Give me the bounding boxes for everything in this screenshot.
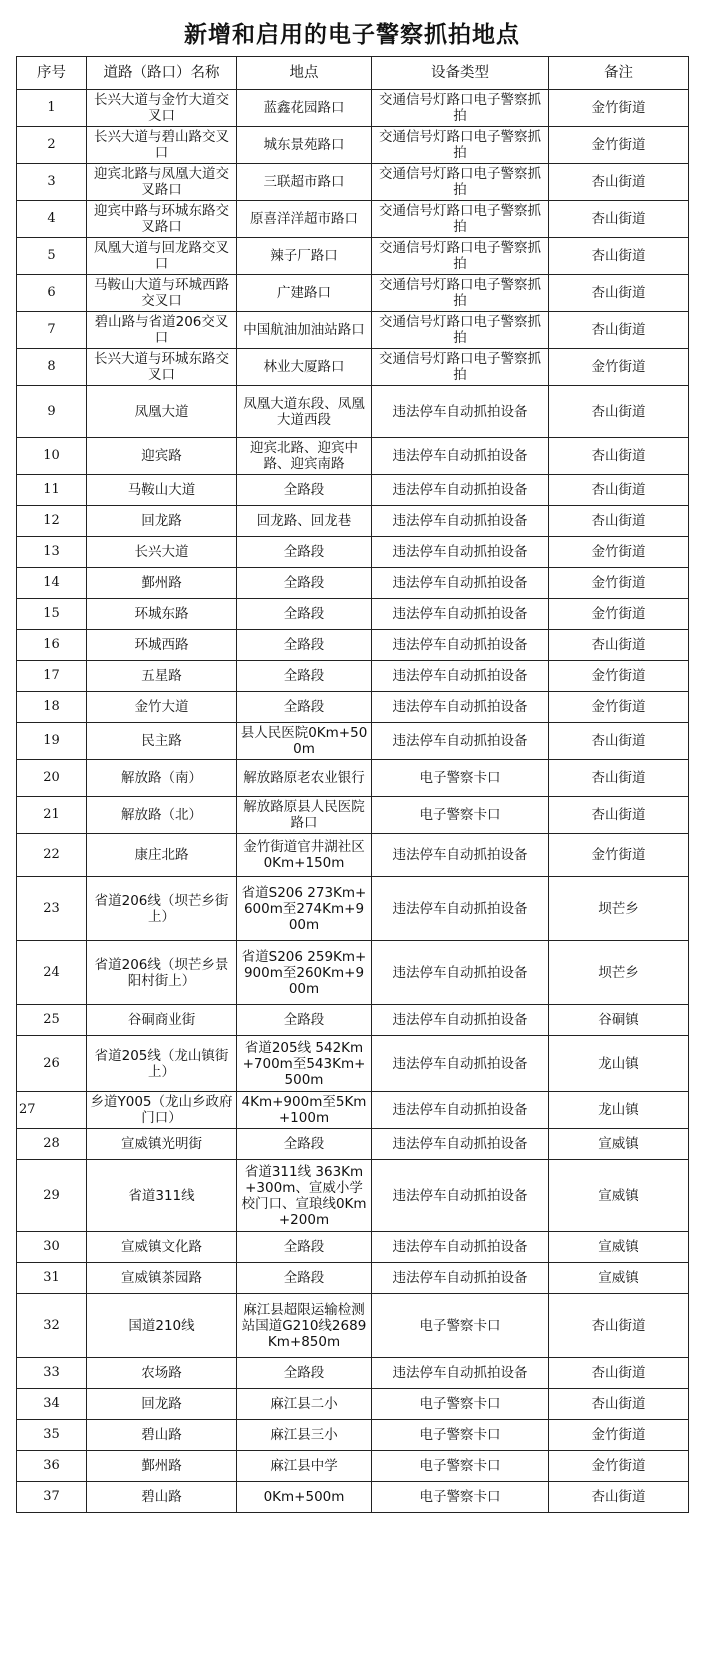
row-number-cell: 4: [17, 201, 87, 238]
table-row: [17, 723, 689, 760]
table-row: [17, 834, 689, 877]
location-cell: 全路段: [237, 630, 372, 661]
table-row: [17, 386, 689, 438]
table-row: [17, 438, 689, 475]
remark-cell: 宣威镇: [549, 1160, 689, 1232]
table-row: [17, 349, 689, 386]
row-number-cell: 27: [17, 1092, 87, 1129]
table-row: [17, 1420, 689, 1451]
location-cell: 全路段: [237, 1263, 372, 1294]
device-type-cell: 违法停车自动抓拍设备: [372, 1129, 549, 1160]
header-road: 道路（路口）名称: [87, 57, 237, 90]
road-name-cell: 迎宾中路与环城东路交叉路口: [87, 201, 237, 238]
table-row: [17, 630, 689, 661]
location-cell: 省道S206 273Km+600m至274Km+900m: [237, 877, 372, 941]
row-number-cell: 15: [17, 599, 87, 630]
remark-cell: 杏山街道: [549, 1482, 689, 1513]
document-sheet: [16, 14, 688, 1513]
row-number-cell: 1: [17, 90, 87, 127]
table-row: [17, 238, 689, 275]
device-type-cell: 违法停车自动抓拍设备: [372, 386, 549, 438]
remark-cell: 杏山街道: [549, 797, 689, 834]
road-name-cell: 宣威镇光明街: [87, 1129, 237, 1160]
location-cell: 金竹街道官井湖社区0Km+150m: [237, 834, 372, 877]
remark-cell: 金竹街道: [549, 661, 689, 692]
remark-cell: 金竹街道: [549, 127, 689, 164]
row-number-cell: 14: [17, 568, 87, 599]
row-number-cell: 36: [17, 1451, 87, 1482]
table-row: [17, 1160, 689, 1232]
device-type-cell: 违法停车自动抓拍设备: [372, 630, 549, 661]
location-cell: 迎宾北路、迎宾中路、迎宾南路: [237, 438, 372, 475]
header-type: 设备类型: [372, 57, 549, 90]
table-row: [17, 537, 689, 568]
location-cell: 4Km+900m至5Km+100m: [237, 1092, 372, 1129]
table-row: [17, 1389, 689, 1420]
device-type-cell: 交通信号灯路口电子警察抓拍: [372, 201, 549, 238]
row-number-cell: 30: [17, 1232, 87, 1263]
table-row: [17, 1482, 689, 1513]
table-row: [17, 275, 689, 312]
location-cell: 全路段: [237, 568, 372, 599]
remark-cell: 杏山街道: [549, 386, 689, 438]
remark-cell: 杏山街道: [549, 506, 689, 537]
row-number-cell: 10: [17, 438, 87, 475]
remark-cell: 杏山街道: [549, 438, 689, 475]
road-name-cell: 碧山路: [87, 1482, 237, 1513]
device-type-cell: 违法停车自动抓拍设备: [372, 1005, 549, 1036]
device-type-cell: 违法停车自动抓拍设备: [372, 1263, 549, 1294]
remark-cell: 杏山街道: [549, 312, 689, 349]
location-cell: 全路段: [237, 661, 372, 692]
location-cell: 辣子厂路口: [237, 238, 372, 275]
road-name-cell: 马鞍山大道与环城西路交叉口: [87, 275, 237, 312]
device-type-cell: 交通信号灯路口电子警察抓拍: [372, 164, 549, 201]
remark-cell: 杏山街道: [549, 164, 689, 201]
road-name-cell: 迎宾路: [87, 438, 237, 475]
table-row: [17, 877, 689, 941]
location-cell: 广建路口: [237, 275, 372, 312]
road-name-cell: 长兴大道与环城东路交叉口: [87, 349, 237, 386]
row-number-cell: 5: [17, 238, 87, 275]
road-name-cell: 回龙路: [87, 1389, 237, 1420]
table-row: [17, 1294, 689, 1358]
row-number-cell: 9: [17, 386, 87, 438]
row-number-cell: 22: [17, 834, 87, 877]
row-number-cell: 6: [17, 275, 87, 312]
device-type-cell: 违法停车自动抓拍设备: [372, 1092, 549, 1129]
road-name-cell: 鄞州路: [87, 568, 237, 599]
row-number-cell: 7: [17, 312, 87, 349]
locations-table: [16, 56, 689, 1513]
road-name-cell: 马鞍山大道: [87, 475, 237, 506]
location-cell: 中国航油加油站路口: [237, 312, 372, 349]
road-name-cell: 乡道Y005（龙山乡政府门口）: [87, 1092, 237, 1129]
row-number-cell: 25: [17, 1005, 87, 1036]
table-row: [17, 692, 689, 723]
road-name-cell: 金竹大道: [87, 692, 237, 723]
remark-cell: 杏山街道: [549, 760, 689, 797]
row-number-cell: 31: [17, 1263, 87, 1294]
table-row: [17, 506, 689, 537]
road-name-cell: 谷硐商业街: [87, 1005, 237, 1036]
row-number-cell: 11: [17, 475, 87, 506]
table-row: [17, 1036, 689, 1092]
table-row: [17, 312, 689, 349]
device-type-cell: 违法停车自动抓拍设备: [372, 1036, 549, 1092]
row-number-cell: 21: [17, 797, 87, 834]
device-type-cell: 违法停车自动抓拍设备: [372, 506, 549, 537]
device-type-cell: 违法停车自动抓拍设备: [372, 1160, 549, 1232]
row-number-cell: 28: [17, 1129, 87, 1160]
device-type-cell: 交通信号灯路口电子警察抓拍: [372, 349, 549, 386]
table-row: [17, 475, 689, 506]
device-type-cell: 违法停车自动抓拍设备: [372, 1358, 549, 1389]
device-type-cell: 交通信号灯路口电子警察抓拍: [372, 238, 549, 275]
row-number-cell: 34: [17, 1389, 87, 1420]
location-cell: 全路段: [237, 692, 372, 723]
remark-cell: 金竹街道: [549, 834, 689, 877]
row-number-cell: 35: [17, 1420, 87, 1451]
road-name-cell: 环城西路: [87, 630, 237, 661]
road-name-cell: 省道205线（龙山镇街上）: [87, 1036, 237, 1092]
location-cell: 县人民医院0Km+500m: [237, 723, 372, 760]
remark-cell: 杏山街道: [549, 723, 689, 760]
location-cell: 全路段: [237, 1232, 372, 1263]
remark-cell: 谷硐镇: [549, 1005, 689, 1036]
device-type-cell: 交通信号灯路口电子警察抓拍: [372, 127, 549, 164]
remark-cell: 龙山镇: [549, 1092, 689, 1129]
table-row: [17, 797, 689, 834]
road-name-cell: 民主路: [87, 723, 237, 760]
device-type-cell: 违法停车自动抓拍设备: [372, 692, 549, 723]
location-cell: 蓝鑫花园路口: [237, 90, 372, 127]
remark-cell: 金竹街道: [549, 349, 689, 386]
table-row: [17, 1005, 689, 1036]
road-name-cell: 省道206线（坝芒乡街上）: [87, 877, 237, 941]
table-row: [17, 1451, 689, 1482]
row-number-cell: 3: [17, 164, 87, 201]
location-cell: 麻江县超限运输检测站国道G210线2689Km+850m: [237, 1294, 372, 1358]
device-type-cell: 电子警察卡口: [372, 1451, 549, 1482]
table-row: [17, 661, 689, 692]
remark-cell: 金竹街道: [549, 1451, 689, 1482]
remark-cell: 龙山镇: [549, 1036, 689, 1092]
row-number-cell: 32: [17, 1294, 87, 1358]
location-cell: 凤凰大道东段、凤凰大道西段: [237, 386, 372, 438]
location-cell: 全路段: [237, 1358, 372, 1389]
location-cell: 省道205线 542Km+700m至543Km+500m: [237, 1036, 372, 1092]
remark-cell: 杏山街道: [549, 238, 689, 275]
row-number-cell: 24: [17, 941, 87, 1005]
row-number-cell: 16: [17, 630, 87, 661]
location-cell: 省道311线 363Km+300m、宣威小学校门口、宣琅线0Km+200m: [237, 1160, 372, 1232]
header-note: 备注: [549, 57, 689, 90]
remark-cell: 杏山街道: [549, 275, 689, 312]
location-cell: 全路段: [237, 475, 372, 506]
table-row: [17, 941, 689, 1005]
location-cell: 麻江县三小: [237, 1420, 372, 1451]
remark-cell: 坝芒乡: [549, 941, 689, 1005]
device-type-cell: 电子警察卡口: [372, 1389, 549, 1420]
row-number-cell: 12: [17, 506, 87, 537]
location-cell: 回龙路、回龙巷: [237, 506, 372, 537]
device-type-cell: 违法停车自动抓拍设备: [372, 834, 549, 877]
location-cell: 麻江县中学: [237, 1451, 372, 1482]
device-type-cell: 违法停车自动抓拍设备: [372, 661, 549, 692]
road-name-cell: 国道210线: [87, 1294, 237, 1358]
row-number-cell: 26: [17, 1036, 87, 1092]
road-name-cell: 凤凰大道与回龙路交叉口: [87, 238, 237, 275]
road-name-cell: 凤凰大道: [87, 386, 237, 438]
remark-cell: 金竹街道: [549, 90, 689, 127]
row-number-cell: 19: [17, 723, 87, 760]
remark-cell: 杏山街道: [549, 630, 689, 661]
header-row: [17, 57, 689, 90]
table-row: [17, 1129, 689, 1160]
remark-cell: 金竹街道: [549, 537, 689, 568]
device-type-cell: 违法停车自动抓拍设备: [372, 599, 549, 630]
location-cell: 全路段: [237, 537, 372, 568]
row-number-cell: 13: [17, 537, 87, 568]
device-type-cell: 电子警察卡口: [372, 1294, 549, 1358]
table-row: [17, 164, 689, 201]
table-row: [17, 760, 689, 797]
table-row: [17, 568, 689, 599]
remark-cell: 杏山街道: [549, 201, 689, 238]
device-type-cell: 电子警察卡口: [372, 760, 549, 797]
device-type-cell: 交通信号灯路口电子警察抓拍: [372, 312, 549, 349]
road-name-cell: 迎宾北路与凤凰大道交叉路口: [87, 164, 237, 201]
row-number-cell: 37: [17, 1482, 87, 1513]
device-type-cell: 违法停车自动抓拍设备: [372, 438, 549, 475]
remark-cell: 杏山街道: [549, 1389, 689, 1420]
road-name-cell: 解放路（北）: [87, 797, 237, 834]
road-name-cell: 康庄北路: [87, 834, 237, 877]
remark-cell: 金竹街道: [549, 692, 689, 723]
road-name-cell: 环城东路: [87, 599, 237, 630]
remark-cell: 杏山街道: [549, 1294, 689, 1358]
remark-cell: 宣威镇: [549, 1263, 689, 1294]
location-cell: 解放路原县人民医院路口: [237, 797, 372, 834]
road-name-cell: 长兴大道与碧山路交叉口: [87, 127, 237, 164]
remark-cell: 金竹街道: [549, 599, 689, 630]
table-body: [17, 90, 689, 1513]
road-name-cell: 碧山路: [87, 1420, 237, 1451]
device-type-cell: 违法停车自动抓拍设备: [372, 877, 549, 941]
remark-cell: 杏山街道: [549, 475, 689, 506]
location-cell: 解放路原老农业银行: [237, 760, 372, 797]
remark-cell: 坝芒乡: [549, 877, 689, 941]
location-cell: 省道S206 259Km+900m至260Km+900m: [237, 941, 372, 1005]
row-number-cell: 8: [17, 349, 87, 386]
table-row: [17, 201, 689, 238]
location-cell: 0Km+500m: [237, 1482, 372, 1513]
road-name-cell: 省道311线: [87, 1160, 237, 1232]
device-type-cell: 违法停车自动抓拍设备: [372, 537, 549, 568]
device-type-cell: 交通信号灯路口电子警察抓拍: [372, 90, 549, 127]
device-type-cell: 违法停车自动抓拍设备: [372, 723, 549, 760]
location-cell: 林业大厦路口: [237, 349, 372, 386]
device-type-cell: 违法停车自动抓拍设备: [372, 475, 549, 506]
row-number-cell: 23: [17, 877, 87, 941]
header-place: 地点: [237, 57, 372, 90]
row-number-cell: 20: [17, 760, 87, 797]
road-name-cell: 宣威镇茶园路: [87, 1263, 237, 1294]
location-cell: 全路段: [237, 1005, 372, 1036]
road-name-cell: 解放路（南）: [87, 760, 237, 797]
location-cell: 全路段: [237, 599, 372, 630]
table-row: [17, 1232, 689, 1263]
remark-cell: 宣威镇: [549, 1129, 689, 1160]
location-cell: 原喜洋洋超市路口: [237, 201, 372, 238]
row-number-cell: 29: [17, 1160, 87, 1232]
remark-cell: 杏山街道: [549, 1358, 689, 1389]
device-type-cell: 电子警察卡口: [372, 797, 549, 834]
header-no: 序号: [17, 57, 87, 90]
location-cell: 全路段: [237, 1129, 372, 1160]
device-type-cell: 违法停车自动抓拍设备: [372, 568, 549, 599]
row-number-cell: 17: [17, 661, 87, 692]
road-name-cell: 长兴大道与金竹大道交叉口: [87, 90, 237, 127]
remark-cell: 金竹街道: [549, 568, 689, 599]
road-name-cell: 宣威镇文化路: [87, 1232, 237, 1263]
remark-cell: 金竹街道: [549, 1420, 689, 1451]
device-type-cell: 交通信号灯路口电子警察抓拍: [372, 275, 549, 312]
row-number-cell: 2: [17, 127, 87, 164]
road-name-cell: 碧山路与省道206交叉口: [87, 312, 237, 349]
road-name-cell: 农场路: [87, 1358, 237, 1389]
road-name-cell: 长兴大道: [87, 537, 237, 568]
table-row: [17, 1092, 689, 1129]
road-name-cell: 鄞州路: [87, 1451, 237, 1482]
table-row: [17, 599, 689, 630]
remark-cell: 宣威镇: [549, 1232, 689, 1263]
road-name-cell: 回龙路: [87, 506, 237, 537]
device-type-cell: 电子警察卡口: [372, 1482, 549, 1513]
row-number-cell: 18: [17, 692, 87, 723]
row-number-cell: 33: [17, 1358, 87, 1389]
device-type-cell: 违法停车自动抓拍设备: [372, 941, 549, 1005]
device-type-cell: 违法停车自动抓拍设备: [372, 1232, 549, 1263]
table-row: [17, 1358, 689, 1389]
table-row: [17, 127, 689, 164]
table-row: [17, 90, 689, 127]
document-title: 新增和启用的电子警察抓拍地点: [184, 21, 520, 48]
table-row: [17, 1263, 689, 1294]
road-name-cell: 五星路: [87, 661, 237, 692]
location-cell: 麻江县二小: [237, 1389, 372, 1420]
road-name-cell: 省道206线（坝芒乡景阳村街上）: [87, 941, 237, 1005]
device-type-cell: 电子警察卡口: [372, 1420, 549, 1451]
location-cell: 城东景苑路口: [237, 127, 372, 164]
location-cell: 三联超市路口: [237, 164, 372, 201]
